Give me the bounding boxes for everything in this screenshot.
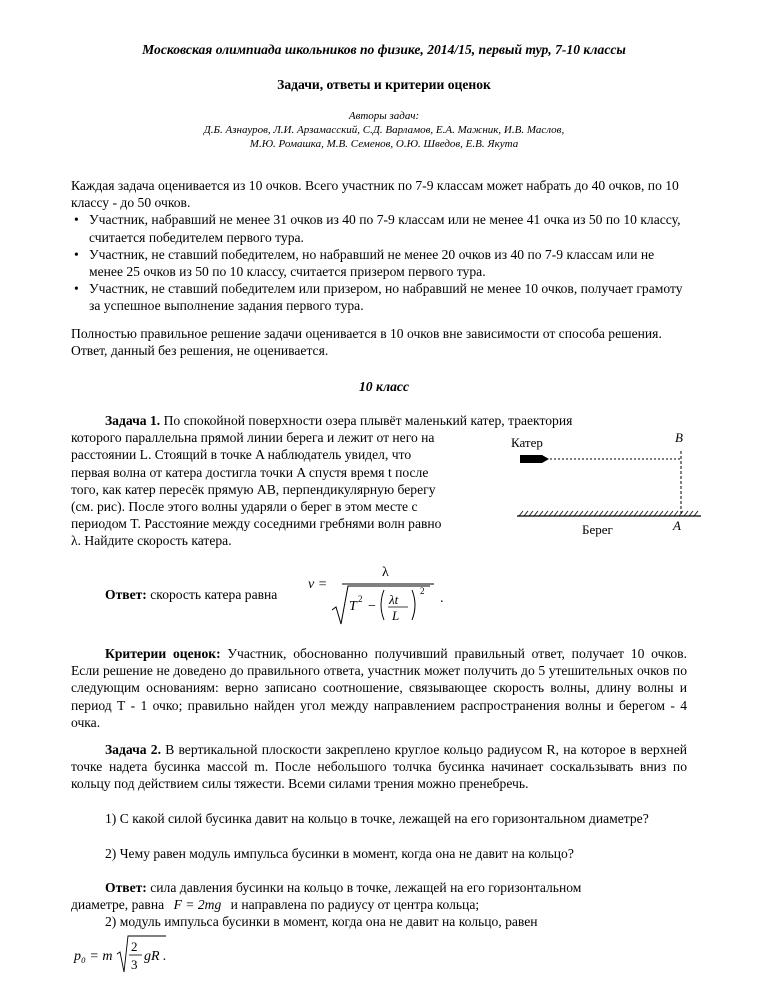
- task2-text: В вертикальной плоскости закреплено круглое кольцо радиусом R, на которое в верхней точке надета бусинка массой m. После небольшого толчка бусинка начинает соскальзывать вниз по кольцу под действием силы тяжести. Всеми силами трения можно пренебречь.: [71, 742, 687, 792]
- task1-criteria: [71, 645, 687, 731]
- formula-den: 3: [131, 957, 138, 972]
- document-title: Московская олимпиада школьников по физике, 2014/15, первый тур, 7-10 классы: [142, 42, 626, 57]
- task1-label: Задача 1.: [105, 413, 161, 428]
- list-item: • Участник, не ставший победителем или призером, но набравший не менее 10 очков, получает грамоту за успешное выполнение задания первого тура.: [71, 280, 689, 314]
- task1-line: (см. рис). После этого волны ударяли о берег в этом месте с: [71, 499, 418, 515]
- grade-heading: 10 класс: [359, 379, 409, 394]
- boat-label: Катер: [511, 435, 543, 450]
- formula-outer-exp: 2: [420, 586, 425, 596]
- task2-question-2: 2) Чему равен модуль импульса бусинки в момент, когда она не давит на кольцо?: [105, 846, 574, 861]
- momentum-formula: [70, 928, 210, 980]
- point-a-label: A: [673, 518, 681, 533]
- answer-label: Ответ:: [105, 587, 147, 602]
- answer-text: и направлена по радиусу от центра кольца;: [230, 897, 480, 912]
- intro-paragraph: [71, 177, 689, 315]
- shore-hatching: [519, 511, 698, 516]
- task1-formula: [300, 560, 450, 630]
- intro-text: Каждая задача оценивается из 10 очков. Всего участник по 7-9 классам может набрать до 40 очков, по 10 классу - до 50 очков.: [71, 178, 679, 211]
- task1-line: периодом T. Расстояние между соседними гребнями волн равно: [71, 516, 442, 532]
- task1-line: расстоянии L. Стоящий в точке A наблюдатель увидел, что: [71, 447, 412, 463]
- boat-icon: [520, 455, 549, 463]
- task1-answer: [105, 586, 277, 603]
- full-solution-paragraph: Полностью правильное решение задачи оценивается в 10 очков вне зависимости от способа решения. Ответ, данный без решения, не оценивается.: [71, 326, 662, 359]
- left-paren: [381, 590, 384, 620]
- criteria-text: Участник, обоснованно получивший правильный ответ, получает 10 очков. Если решение не доведено до правильного ответа, участник может получить до 5 утешительных очков по следующим основаниям: верно записано соотношение, связывающее скорость волны, длину волны и период Т - 1 очко; правильно найден угол между направлением распространения волны и берегом - 4 очка.: [71, 646, 687, 730]
- formula-numerator: λ: [382, 565, 389, 580]
- answer-label: Ответ:: [105, 880, 147, 895]
- authors-line-1: Д.Б. Азнауров, Л.И. Арзамасский, С.Д. Варламов, Е.А. Мажник, И.В. Маслов,: [203, 124, 565, 136]
- formula-num: 2: [131, 939, 138, 954]
- task1-text: [71, 412, 573, 550]
- formula-lhs: p₀ = m: [74, 949, 113, 964]
- criteria-label: Критерии оценок:: [105, 646, 221, 661]
- authors-line-2: М.Ю. Ромашка, М.В. Семенов, О.Ю. Шведов, Е.В. Якута: [249, 138, 519, 150]
- formula-minus: −: [368, 599, 376, 614]
- task2-answer-line-3: 2) модуль импульса бусинки в момент, когда она не давит на кольцо, равен: [105, 914, 538, 929]
- formula-rest: gR .: [144, 949, 167, 964]
- answer-text: скорость катера равна: [150, 587, 278, 602]
- formula-inner-den: L: [392, 608, 400, 623]
- list-item: • Участник, набравший не менее 31 очков из 40 по 7-9 классам или не менее 41 очка из 50 по 10 классу, считается победителем первого тура.: [71, 211, 689, 245]
- right-paren: [412, 590, 415, 620]
- formula-t: T: [349, 599, 357, 614]
- formula-inner-num: λt: [389, 592, 399, 607]
- task2-answer-line-2: [71, 896, 479, 913]
- task1-line: которого параллельна прямой линии берега и лежит от него на: [71, 430, 435, 446]
- formula-exp: 2: [358, 594, 363, 604]
- criteria-list: [71, 211, 689, 314]
- document-subtitle: Задачи, ответы и критерии оценок: [277, 77, 491, 92]
- task2-question-1: 1) С какой силой бусинка давит на кольцо в точке, лежащей на его горизонтальном диаметре?: [105, 811, 649, 826]
- task1-figure: [505, 424, 705, 544]
- task2-label: Задача 2.: [105, 742, 161, 757]
- formula-dot: .: [440, 591, 444, 606]
- task1-line: λ. Найдите скорость катера.: [71, 533, 232, 549]
- answer-text: сила давления бусинки на кольцо в точке, лежащей на его горизонтальном: [150, 880, 582, 895]
- answer-text: диаметре, равна: [71, 897, 165, 912]
- task2-statement: [71, 741, 687, 793]
- list-item: • Участник, не ставший победителем, но набравший не менее 20 очков из 40 по 7-9 классам или не менее 25 очков из 50 по 10 классу, считается призером первого тура.: [71, 246, 689, 280]
- task1-line: первая волна от катера достигла точки A спустя время t после: [71, 464, 429, 480]
- shore-label: Берег: [582, 522, 613, 537]
- task1-line: того, как катер пересёк прямую AB, перпендикулярную берегу: [71, 481, 436, 497]
- formula-lhs: v =: [308, 577, 328, 592]
- force-formula: F = 2mg: [173, 897, 222, 912]
- task1-line: По спокойной поверхности озера плывёт маленький катер, траектория: [163, 413, 573, 428]
- authors-label: Авторы задач:: [348, 110, 420, 122]
- point-b-label: B: [675, 430, 683, 445]
- task2-answer-line-1: [105, 879, 581, 896]
